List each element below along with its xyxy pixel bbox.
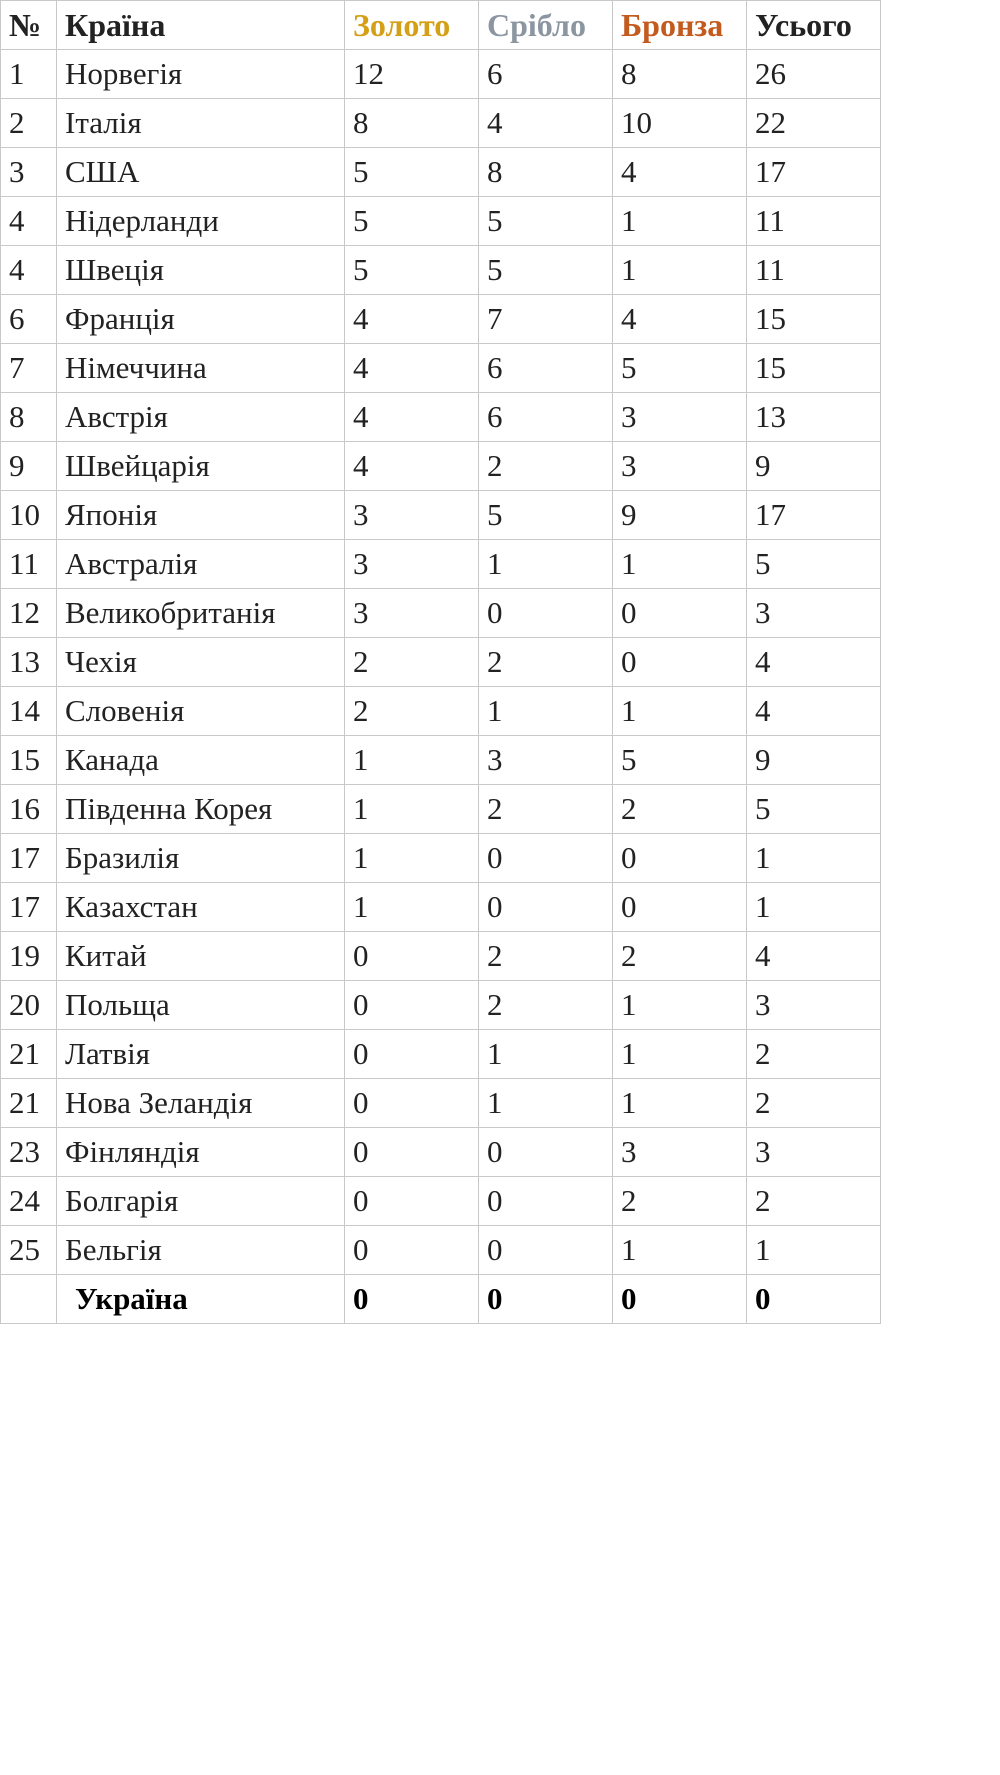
cell-bronze: 1 xyxy=(613,1030,747,1079)
cell-total: 17 xyxy=(747,148,881,197)
cell-rank: 20 xyxy=(1,981,57,1030)
cell-silver: 2 xyxy=(479,932,613,981)
cell-bronze: 5 xyxy=(613,736,747,785)
cell-gold: 2 xyxy=(345,638,479,687)
table-row xyxy=(1,1177,881,1226)
cell-country: Японія xyxy=(57,491,345,540)
cell-gold: 5 xyxy=(345,197,479,246)
cell-bronze: 1 xyxy=(613,246,747,295)
cell-silver: 2 xyxy=(479,442,613,491)
column-header-country: Країна xyxy=(57,1,345,50)
cell-silver: 6 xyxy=(479,50,613,99)
cell-country: США xyxy=(57,148,345,197)
table-row xyxy=(1,932,881,981)
table-row xyxy=(1,736,881,785)
cell-rank: 4 xyxy=(1,197,57,246)
cell-silver: 3 xyxy=(479,736,613,785)
cell-gold: 3 xyxy=(345,491,479,540)
cell-silver: 5 xyxy=(479,246,613,295)
cell-total: 22 xyxy=(747,99,881,148)
cell-silver: 2 xyxy=(479,981,613,1030)
table-row xyxy=(1,393,881,442)
cell-bronze: 1 xyxy=(613,687,747,736)
cell-silver: 1 xyxy=(479,1030,613,1079)
cell-rank: 25 xyxy=(1,1226,57,1275)
cell-country: Чехія xyxy=(57,638,345,687)
cell-rank: 15 xyxy=(1,736,57,785)
cell-gold: 5 xyxy=(345,246,479,295)
table-row xyxy=(1,785,881,834)
cell-country: Франція xyxy=(57,295,345,344)
cell-bronze: 0 xyxy=(613,883,747,932)
cell-bronze: 8 xyxy=(613,50,747,99)
cell-bronze: 0 xyxy=(613,1275,747,1324)
cell-total: 9 xyxy=(747,736,881,785)
table-row xyxy=(1,50,881,99)
cell-silver: 2 xyxy=(479,638,613,687)
column-header-gold: Золото xyxy=(345,1,479,50)
cell-gold: 0 xyxy=(345,1128,479,1177)
cell-silver: 0 xyxy=(479,883,613,932)
cell-total: 0 xyxy=(747,1275,881,1324)
cell-gold: 12 xyxy=(345,50,479,99)
cell-bronze: 3 xyxy=(613,1128,747,1177)
table-row xyxy=(1,344,881,393)
cell-country: Канада xyxy=(57,736,345,785)
cell-country: Великобританія xyxy=(57,589,345,638)
cell-total: 4 xyxy=(747,638,881,687)
cell-bronze: 1 xyxy=(613,540,747,589)
table-row xyxy=(1,197,881,246)
cell-bronze: 2 xyxy=(613,1177,747,1226)
cell-silver: 5 xyxy=(479,491,613,540)
table-row xyxy=(1,1275,881,1324)
cell-gold: 1 xyxy=(345,736,479,785)
cell-gold: 0 xyxy=(345,1275,479,1324)
cell-country: Фінляндія xyxy=(57,1128,345,1177)
cell-silver: 8 xyxy=(479,148,613,197)
cell-rank: 16 xyxy=(1,785,57,834)
cell-rank: 13 xyxy=(1,638,57,687)
cell-silver: 4 xyxy=(479,99,613,148)
cell-rank: 4 xyxy=(1,246,57,295)
cell-silver: 0 xyxy=(479,1226,613,1275)
table-row xyxy=(1,246,881,295)
cell-gold: 0 xyxy=(345,932,479,981)
cell-rank: 19 xyxy=(1,932,57,981)
cell-rank: 17 xyxy=(1,834,57,883)
cell-country: Австрія xyxy=(57,393,345,442)
table-row xyxy=(1,687,881,736)
cell-total: 2 xyxy=(747,1079,881,1128)
cell-country: Німеччина xyxy=(57,344,345,393)
cell-gold: 0 xyxy=(345,1177,479,1226)
cell-silver: 1 xyxy=(479,540,613,589)
table-row xyxy=(1,99,881,148)
table-row xyxy=(1,638,881,687)
cell-rank: 6 xyxy=(1,295,57,344)
cell-gold: 1 xyxy=(345,785,479,834)
cell-total: 13 xyxy=(747,393,881,442)
cell-total: 1 xyxy=(747,883,881,932)
cell-total: 4 xyxy=(747,932,881,981)
cell-rank: 10 xyxy=(1,491,57,540)
cell-rank: 8 xyxy=(1,393,57,442)
cell-silver: 0 xyxy=(479,1128,613,1177)
cell-rank: 21 xyxy=(1,1030,57,1079)
table-row xyxy=(1,1030,881,1079)
cell-country: Китай xyxy=(57,932,345,981)
cell-country: Австралія xyxy=(57,540,345,589)
table-body xyxy=(1,50,881,1324)
cell-country: Казахстан xyxy=(57,883,345,932)
cell-silver: 0 xyxy=(479,1177,613,1226)
table-row xyxy=(1,295,881,344)
cell-gold: 4 xyxy=(345,344,479,393)
cell-bronze: 1 xyxy=(613,981,747,1030)
column-header-bronze: Бронза xyxy=(613,1,747,50)
cell-total: 3 xyxy=(747,981,881,1030)
cell-gold: 0 xyxy=(345,981,479,1030)
cell-rank: 23 xyxy=(1,1128,57,1177)
cell-rank: 14 xyxy=(1,687,57,736)
cell-country: Польща xyxy=(57,981,345,1030)
cell-silver: 1 xyxy=(479,1079,613,1128)
cell-total: 15 xyxy=(747,344,881,393)
cell-country: Бразилія xyxy=(57,834,345,883)
cell-country: Нідерланди xyxy=(57,197,345,246)
cell-country: Італія xyxy=(57,99,345,148)
column-header-rank: № xyxy=(1,1,57,50)
cell-country: Україна xyxy=(57,1275,345,1324)
cell-gold: 8 xyxy=(345,99,479,148)
table-row xyxy=(1,589,881,638)
cell-bronze: 4 xyxy=(613,295,747,344)
cell-total: 4 xyxy=(747,687,881,736)
cell-silver: 5 xyxy=(479,197,613,246)
cell-silver: 7 xyxy=(479,295,613,344)
cell-bronze: 10 xyxy=(613,99,747,148)
cell-total: 5 xyxy=(747,540,881,589)
cell-country: Норвегія xyxy=(57,50,345,99)
cell-total: 1 xyxy=(747,1226,881,1275)
cell-gold: 4 xyxy=(345,393,479,442)
cell-total: 11 xyxy=(747,197,881,246)
cell-bronze: 0 xyxy=(613,834,747,883)
cell-total: 26 xyxy=(747,50,881,99)
cell-gold: 3 xyxy=(345,589,479,638)
cell-gold: 5 xyxy=(345,148,479,197)
cell-gold: 4 xyxy=(345,442,479,491)
table-header-row xyxy=(1,1,881,50)
cell-silver: 0 xyxy=(479,589,613,638)
cell-total: 17 xyxy=(747,491,881,540)
column-header-silver: Срібло xyxy=(479,1,613,50)
cell-rank: 9 xyxy=(1,442,57,491)
cell-silver: 6 xyxy=(479,393,613,442)
cell-rank: 7 xyxy=(1,344,57,393)
cell-gold: 2 xyxy=(345,687,479,736)
cell-bronze: 1 xyxy=(613,1226,747,1275)
cell-rank: 21 xyxy=(1,1079,57,1128)
cell-country: Латвія xyxy=(57,1030,345,1079)
cell-rank: 11 xyxy=(1,540,57,589)
table-row xyxy=(1,883,881,932)
table-row xyxy=(1,148,881,197)
cell-gold: 1 xyxy=(345,883,479,932)
table-row xyxy=(1,1079,881,1128)
cell-bronze: 1 xyxy=(613,1079,747,1128)
cell-total: 2 xyxy=(747,1030,881,1079)
table-row xyxy=(1,1226,881,1275)
cell-rank: 2 xyxy=(1,99,57,148)
table-row xyxy=(1,540,881,589)
cell-total: 1 xyxy=(747,834,881,883)
cell-gold: 3 xyxy=(345,540,479,589)
cell-gold: 1 xyxy=(345,834,479,883)
cell-bronze: 2 xyxy=(613,932,747,981)
cell-bronze: 0 xyxy=(613,638,747,687)
cell-country: Південна Корея xyxy=(57,785,345,834)
cell-bronze: 3 xyxy=(613,442,747,491)
table-row xyxy=(1,834,881,883)
cell-country: Швейцарія xyxy=(57,442,345,491)
cell-silver: 0 xyxy=(479,1275,613,1324)
cell-silver: 1 xyxy=(479,687,613,736)
cell-country: Швеція xyxy=(57,246,345,295)
cell-country: Болгарія xyxy=(57,1177,345,1226)
cell-rank: 1 xyxy=(1,50,57,99)
cell-gold: 0 xyxy=(345,1030,479,1079)
cell-silver: 2 xyxy=(479,785,613,834)
cell-total: 11 xyxy=(747,246,881,295)
cell-rank: 12 xyxy=(1,589,57,638)
cell-gold: 4 xyxy=(345,295,479,344)
cell-gold: 0 xyxy=(345,1226,479,1275)
cell-total: 9 xyxy=(747,442,881,491)
cell-bronze: 1 xyxy=(613,197,747,246)
table-row xyxy=(1,442,881,491)
cell-bronze: 4 xyxy=(613,148,747,197)
cell-silver: 0 xyxy=(479,834,613,883)
table-row xyxy=(1,491,881,540)
table-row xyxy=(1,981,881,1030)
cell-total: 3 xyxy=(747,1128,881,1177)
cell-silver: 6 xyxy=(479,344,613,393)
cell-country: Нова Зеландія xyxy=(57,1079,345,1128)
cell-bronze: 3 xyxy=(613,393,747,442)
column-header-total: Усього xyxy=(747,1,881,50)
cell-bronze: 2 xyxy=(613,785,747,834)
cell-total: 2 xyxy=(747,1177,881,1226)
cell-rank: 17 xyxy=(1,883,57,932)
cell-bronze: 9 xyxy=(613,491,747,540)
cell-gold: 0 xyxy=(345,1079,479,1128)
cell-total: 15 xyxy=(747,295,881,344)
table-header xyxy=(1,1,881,50)
cell-bronze: 0 xyxy=(613,589,747,638)
cell-bronze: 5 xyxy=(613,344,747,393)
cell-rank: 3 xyxy=(1,148,57,197)
cell-rank: 24 xyxy=(1,1177,57,1226)
cell-country: Словенія xyxy=(57,687,345,736)
cell-total: 3 xyxy=(747,589,881,638)
cell-rank xyxy=(1,1275,57,1324)
table-row xyxy=(1,1128,881,1177)
cell-total: 5 xyxy=(747,785,881,834)
cell-country: Бельгія xyxy=(57,1226,345,1275)
